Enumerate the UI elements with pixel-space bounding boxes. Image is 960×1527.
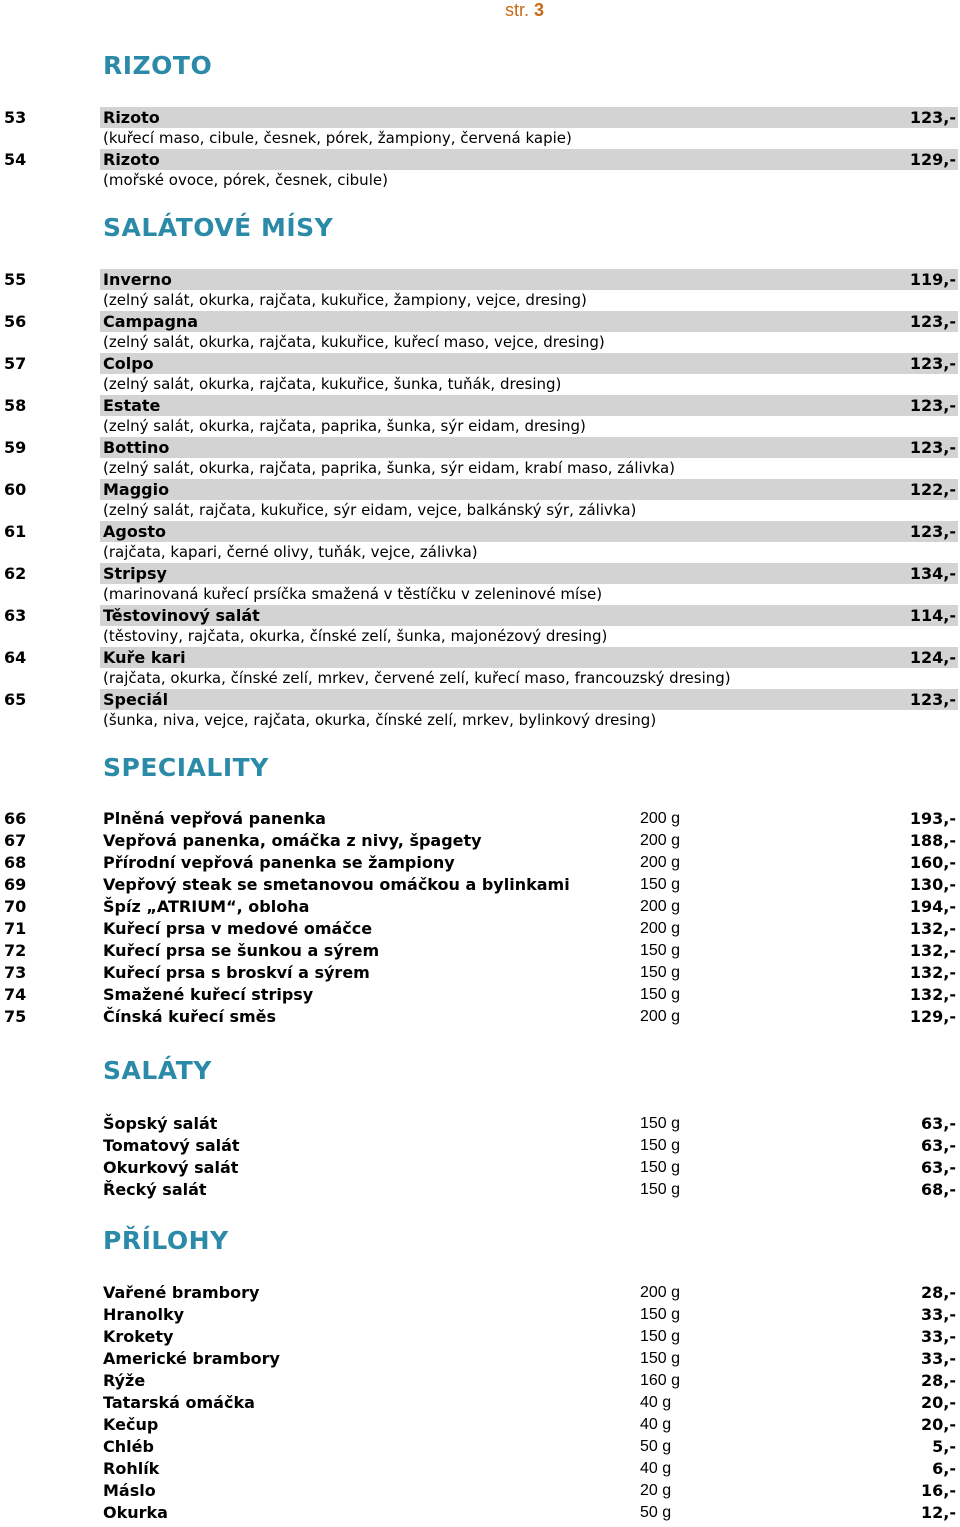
- item-description: (zelný salát, rajčata, kukuřice, sýr eidam, vejce, balkánský sýr, zálivka): [103, 501, 637, 519]
- menu-item: [0, 1392, 958, 1413]
- item-weight: 150 g: [640, 1137, 681, 1154]
- item-weight: 40 g: [640, 1416, 672, 1433]
- item-price: 160,-: [909, 853, 956, 872]
- menu-item: [0, 1179, 958, 1200]
- menu-item: [0, 479, 958, 500]
- menu-item: [0, 1348, 958, 1369]
- item-name: Maggio: [103, 480, 170, 499]
- item-price: 123,-: [909, 396, 956, 415]
- item-name: Okurka: [103, 1503, 168, 1522]
- item-number: 63: [4, 606, 27, 625]
- item-name: Přírodní vepřová panenka se žampiony: [103, 853, 455, 872]
- item-name: Inverno: [103, 270, 172, 289]
- item-price: 123,-: [909, 438, 956, 457]
- item-number: 68: [4, 853, 27, 872]
- item-price: 5,-: [932, 1437, 956, 1456]
- item-number: 59: [4, 438, 27, 457]
- menu-item: [0, 1458, 958, 1479]
- item-name: Těstovinový salát: [103, 606, 260, 625]
- menu-item: [0, 1502, 958, 1523]
- item-weight: 50 g: [640, 1438, 672, 1455]
- menu-item: [0, 1135, 958, 1156]
- item-name: Bottino: [103, 438, 170, 457]
- item-number: 56: [4, 312, 27, 331]
- page-number-prefix: str.: [505, 0, 530, 20]
- menu-item: [0, 1157, 958, 1178]
- item-description: (zelný salát, okurka, rajčata, paprika, šunka, sýr eidam, krabí maso, zálivka): [103, 459, 676, 477]
- item-price: 33,-: [921, 1327, 956, 1346]
- item-price: 123,-: [909, 312, 956, 331]
- item-weight: 150 g: [640, 1181, 681, 1198]
- item-description: (zelný salát, okurka, rajčata, paprika, šunka, sýr eidam, dresing): [103, 417, 586, 435]
- item-highlight-bar: [100, 107, 958, 128]
- item-number: 61: [4, 522, 27, 541]
- item-number: 55: [4, 270, 27, 289]
- item-description: (zelný salát, okurka, rajčata, kukuřice, šunka, tuňák, dresing): [103, 375, 562, 393]
- item-name: Americké brambory: [103, 1349, 280, 1368]
- section-title-salaty: SALÁTY: [103, 1056, 212, 1085]
- item-name: Tomatový salát: [103, 1136, 240, 1155]
- item-weight: 160 g: [640, 1372, 681, 1389]
- item-weight: 150 g: [640, 1350, 681, 1367]
- item-name: Rizoto: [103, 108, 160, 127]
- item-name: Řecký salát: [103, 1180, 207, 1199]
- item-price: 119,-: [909, 270, 956, 289]
- item-number: 67: [4, 831, 27, 850]
- item-number: 58: [4, 396, 27, 415]
- item-price: 20,-: [921, 1415, 956, 1434]
- menu-item: [0, 311, 958, 332]
- menu-item: [0, 269, 958, 290]
- menu-item: [0, 984, 958, 1005]
- item-highlight-bar: [100, 353, 958, 374]
- item-price: 63,-: [921, 1136, 956, 1155]
- menu-item: [0, 605, 958, 626]
- item-weight: 200 g: [640, 1284, 681, 1301]
- item-description: (rajčata, okurka, čínské zelí, mrkev, červené zelí, kuřecí maso, francouzský dresing): [103, 669, 731, 687]
- menu-item: [0, 808, 958, 829]
- menu-item: [0, 918, 958, 939]
- item-number: 65: [4, 690, 27, 709]
- item-description: (rajčata, kapari, černé olivy, tuňák, vejce, zálivka): [103, 543, 478, 561]
- menu-item: [0, 852, 958, 873]
- item-number: 53: [4, 108, 27, 127]
- item-number: 54: [4, 150, 27, 169]
- menu-item: [0, 1282, 958, 1303]
- item-name: Rýže: [103, 1371, 146, 1390]
- item-name: Speciál: [103, 690, 169, 709]
- item-description: (zelný salát, okurka, rajčata, kukuřice, kuřecí maso, vejce, dresing): [103, 333, 605, 351]
- item-name: Vepřová panenka, omáčka z nivy, špagety: [103, 831, 482, 850]
- item-name: Kečup: [103, 1415, 159, 1434]
- item-price: 28,-: [921, 1283, 956, 1302]
- item-name: Campagna: [103, 312, 199, 331]
- item-name: Chléb: [103, 1437, 154, 1456]
- item-weight: 150 g: [640, 942, 681, 959]
- item-weight: 200 g: [640, 920, 681, 937]
- item-weight: 20 g: [640, 1482, 672, 1499]
- menu-item: [0, 1006, 958, 1027]
- item-number: 71: [4, 919, 27, 938]
- item-weight: 40 g: [640, 1460, 672, 1477]
- item-weight: 200 g: [640, 854, 681, 871]
- item-price: 122,-: [909, 480, 956, 499]
- item-price: 132,-: [909, 963, 956, 982]
- menu-item: [0, 1304, 958, 1325]
- item-name: Smažené kuřecí stripsy: [103, 985, 314, 1004]
- item-highlight-bar: [100, 437, 958, 458]
- item-name: Rizoto: [103, 150, 160, 169]
- item-price: 132,-: [909, 941, 956, 960]
- item-name: Colpo: [103, 354, 154, 373]
- menu-item: [0, 437, 958, 458]
- menu-item: [0, 874, 958, 895]
- item-highlight-bar: [100, 689, 958, 710]
- item-price: 123,-: [909, 354, 956, 373]
- menu-item: [0, 395, 958, 416]
- item-price: 16,-: [921, 1481, 956, 1500]
- item-price: 188,-: [909, 831, 956, 850]
- menu-item: [0, 353, 958, 374]
- item-number: 70: [4, 897, 27, 916]
- menu-item: [0, 962, 958, 983]
- menu-item: [0, 1436, 958, 1457]
- item-description: (zelný salát, okurka, rajčata, kukuřice, žampiony, vejce, dresing): [103, 291, 587, 309]
- item-price: 193,-: [909, 809, 956, 828]
- menu-item: [0, 830, 958, 851]
- item-name: Šopský salát: [103, 1114, 218, 1133]
- item-price: 114,-: [909, 606, 956, 625]
- section-title-prilohy: PŘÍLOHY: [103, 1226, 229, 1255]
- item-name: Špíz „ATRIUM“, obloha: [103, 897, 310, 916]
- menu-item: [0, 1480, 958, 1501]
- item-highlight-bar: [100, 395, 958, 416]
- item-price: 20,-: [921, 1393, 956, 1412]
- section-title-rizoto: RIZOTO: [103, 51, 213, 80]
- item-description: (marinovaná kuřecí prsíčka smažená v těstíčku v zeleninové míse): [103, 585, 603, 603]
- menu-item: [0, 1414, 958, 1435]
- item-name: Kuřecí prsa v medové omáčce: [103, 919, 373, 938]
- item-name: Kuřecí prsa s broskví a sýrem: [103, 963, 370, 982]
- item-weight: 200 g: [640, 1008, 681, 1025]
- item-highlight-bar: [100, 269, 958, 290]
- item-weight: 150 g: [640, 876, 681, 893]
- page-number: [505, 0, 544, 21]
- menu-item: [0, 521, 958, 542]
- menu-item: [0, 1113, 958, 1134]
- item-weight: 200 g: [640, 832, 681, 849]
- section-title-salatove-misy: SALÁTOVÉ MÍSY: [103, 213, 334, 242]
- item-description: (těstoviny, rajčata, okurka, čínské zelí, šunka, majonézový dresing): [103, 627, 608, 645]
- item-price: 28,-: [921, 1371, 956, 1390]
- item-price: 12,-: [921, 1503, 956, 1522]
- item-number: 69: [4, 875, 27, 894]
- menu-item: [0, 896, 958, 917]
- item-price: 63,-: [921, 1158, 956, 1177]
- item-highlight-bar: [100, 149, 958, 170]
- item-name: Vařené brambory: [103, 1283, 260, 1302]
- item-highlight-bar: [100, 647, 958, 668]
- item-name: Krokety: [103, 1327, 174, 1346]
- item-weight: 150 g: [640, 1306, 681, 1323]
- item-price: 124,-: [909, 648, 956, 667]
- item-weight: 150 g: [640, 986, 681, 1003]
- item-name: Kuře kari: [103, 648, 186, 667]
- item-weight: 150 g: [640, 1159, 681, 1176]
- item-highlight-bar: [100, 563, 958, 584]
- menu-item: [0, 563, 958, 584]
- item-weight: 50 g: [640, 1504, 672, 1521]
- section-title-speciality: SPECIALITY: [103, 753, 269, 782]
- item-price: 63,-: [921, 1114, 956, 1133]
- item-price: 68,-: [921, 1180, 956, 1199]
- item-name: Stripsy: [103, 564, 167, 583]
- item-name: Kuřecí prsa se šunkou a sýrem: [103, 941, 380, 960]
- item-name: Máslo: [103, 1481, 156, 1500]
- menu-item: [0, 149, 958, 170]
- item-price: 123,-: [909, 108, 956, 127]
- item-number: 75: [4, 1007, 27, 1026]
- item-description: (kuřecí maso, cibule, česnek, pórek, žampiony, červená kapie): [103, 129, 572, 147]
- item-name: Plněná vepřová panenka: [103, 809, 326, 828]
- item-highlight-bar: [100, 311, 958, 332]
- item-name: Agosto: [103, 522, 166, 541]
- item-price: 129,-: [909, 150, 956, 169]
- item-name: Čínská kuřecí směs: [103, 1007, 277, 1026]
- item-name: Estate: [103, 396, 161, 415]
- item-number: 57: [4, 354, 27, 373]
- item-price: 33,-: [921, 1305, 956, 1324]
- item-name: Tatarská omáčka: [103, 1393, 255, 1412]
- menu-item: [0, 689, 958, 710]
- item-price: 33,-: [921, 1349, 956, 1368]
- item-price: 6,-: [932, 1459, 956, 1478]
- menu-item: [0, 107, 958, 128]
- item-name: Hranolky: [103, 1305, 185, 1324]
- page-number-value: 3: [534, 0, 545, 20]
- item-number: 62: [4, 564, 27, 583]
- item-price: 134,-: [909, 564, 956, 583]
- item-number: 74: [4, 985, 27, 1004]
- item-number: 64: [4, 648, 27, 667]
- item-number: 60: [4, 480, 27, 499]
- menu-item: [0, 940, 958, 961]
- item-weight: 200 g: [640, 898, 681, 915]
- item-price: 123,-: [909, 522, 956, 541]
- item-weight: 200 g: [640, 810, 681, 827]
- item-name: Vepřový steak se smetanovou omáčkou a bylinkami: [103, 875, 570, 894]
- item-price: 132,-: [909, 985, 956, 1004]
- item-highlight-bar: [100, 479, 958, 500]
- item-description: (mořské ovoce, pórek, česnek, cibule): [103, 171, 388, 189]
- item-price: 123,-: [909, 690, 956, 709]
- menu-item: [0, 647, 958, 668]
- item-number: 66: [4, 809, 27, 828]
- item-description: (šunka, niva, vejce, rajčata, okurka, čínské zelí, mrkev, bylinkový dresing): [103, 711, 657, 729]
- item-highlight-bar: [100, 521, 958, 542]
- item-weight: 150 g: [640, 1115, 681, 1132]
- menu-item: [0, 1326, 958, 1347]
- item-price: 194,-: [909, 897, 956, 916]
- item-weight: 150 g: [640, 1328, 681, 1345]
- item-weight: 40 g: [640, 1394, 672, 1411]
- item-weight: 150 g: [640, 964, 681, 981]
- item-number: 73: [4, 963, 27, 982]
- item-name: Okurkový salát: [103, 1158, 239, 1177]
- item-number: 72: [4, 941, 27, 960]
- menu-item: [0, 1370, 958, 1391]
- item-price: 130,-: [909, 875, 956, 894]
- item-name: Rohlík: [103, 1459, 160, 1478]
- item-price: 129,-: [909, 1007, 956, 1026]
- item-price: 132,-: [909, 919, 956, 938]
